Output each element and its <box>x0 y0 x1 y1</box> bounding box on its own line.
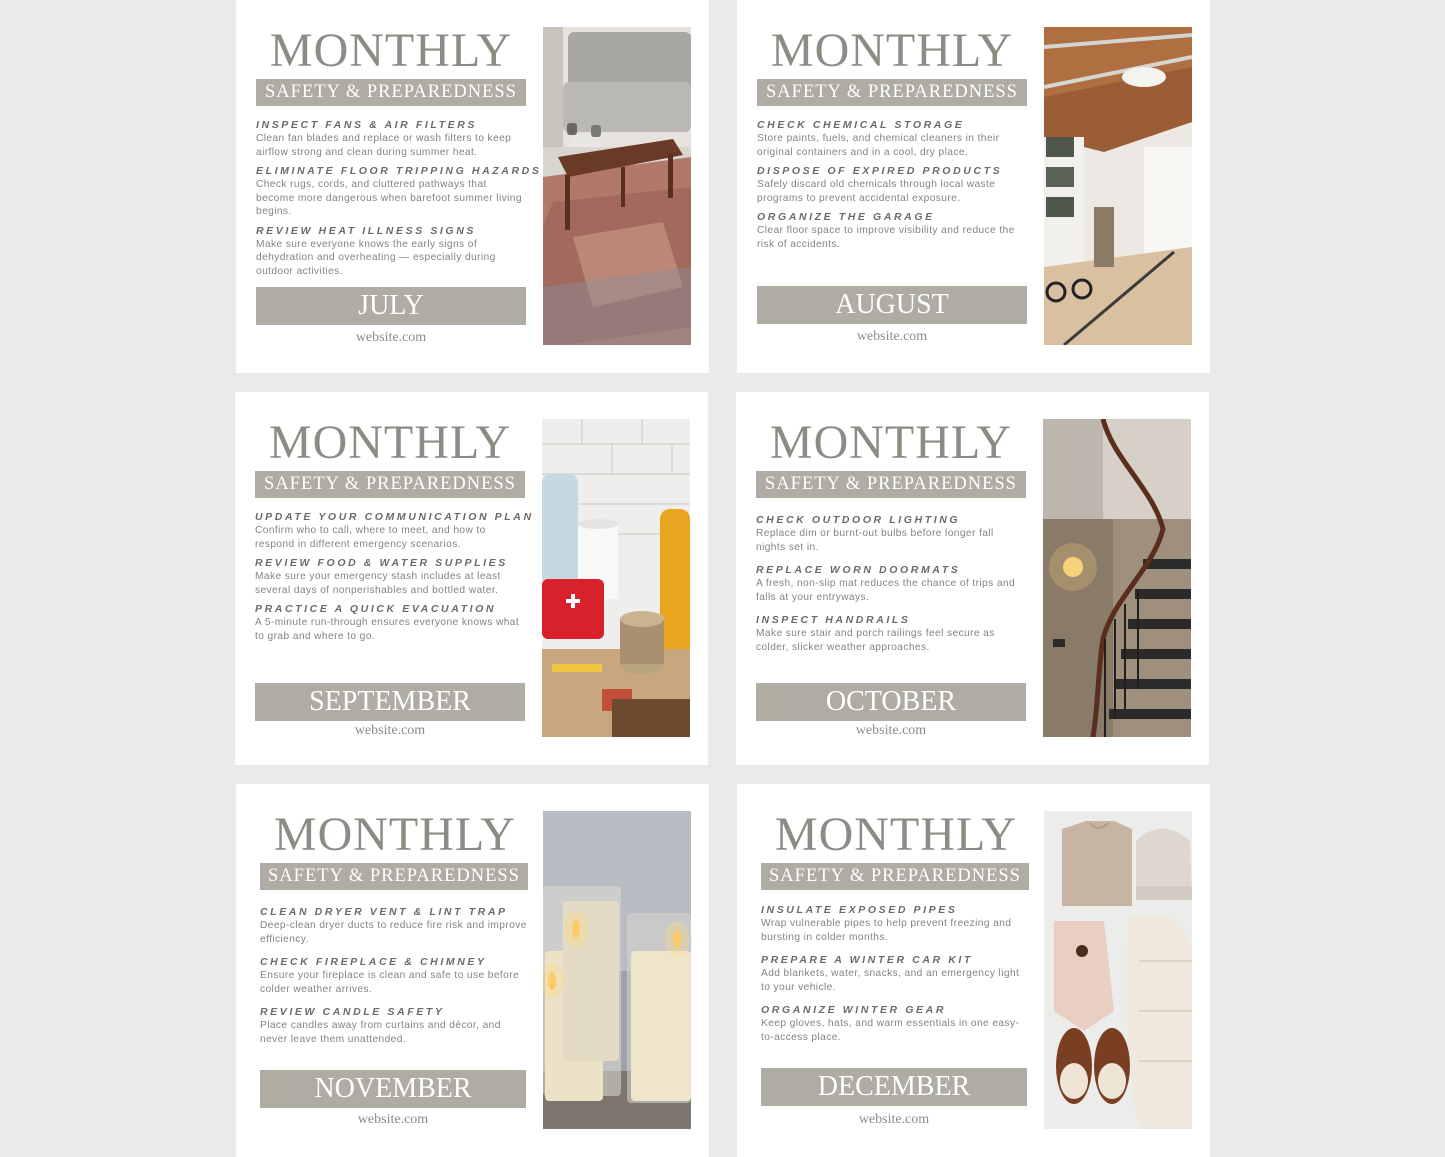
card-subtitle: SAFETY & PREPAREDNESS <box>761 863 1029 890</box>
card-august <box>737 0 1210 373</box>
website-link[interactable]: website.com <box>354 723 426 738</box>
tips-list <box>260 906 530 1046</box>
tip-title: INSPECT HANDRAILS <box>756 614 911 626</box>
card-title: MONTHLY <box>770 24 1014 77</box>
tip-title: REVIEW CANDLE SAFETY <box>260 1006 445 1018</box>
card-title: MONTHLY <box>774 808 1018 861</box>
tip-body: Check rugs, cords, and cluttered pathways that become more dangerous when barefoot summer living begins. <box>256 179 522 217</box>
tip-title: PRACTICE A QUICK EVACUATION <box>255 603 497 615</box>
website-link[interactable]: website.com <box>355 330 427 345</box>
tip-body: Safely discard old chemicals through local waste programs to prevent accidental exposure. <box>757 179 996 204</box>
month-label: AUGUST <box>757 286 1027 324</box>
garage-photo <box>1044 27 1192 345</box>
card-subtitle: SAFETY & PREPAREDNESS <box>256 79 526 106</box>
card-subtitle: SAFETY & PREPAREDNESS <box>260 863 528 890</box>
month-label: NOVEMBER <box>260 1070 526 1108</box>
tip-title: ORGANIZE WINTER GEAR <box>761 1004 946 1016</box>
living-room-rug-photo <box>543 27 691 345</box>
tip-title: REVIEW FOOD & WATER SUPPLIES <box>255 557 508 569</box>
tip-title: CLEAN DRYER VENT & LINT TRAP <box>260 906 508 918</box>
tip-title: INSPECT FANS & AIR FILTERS <box>256 119 478 131</box>
tip-body: Add blankets, water, snacks, and an emergency light to your vehicle. <box>761 968 1020 993</box>
tip-title: CHECK OUTDOOR LIGHTING <box>756 514 961 526</box>
tip-body: Clear floor space to improve visibility and reduce the risk of accidents. <box>757 225 1015 250</box>
tip-body: Clean fan blades and replace or wash filters to keep airflow strong and clean during summer heat. <box>256 133 512 158</box>
website-link[interactable]: website.com <box>858 1112 930 1127</box>
tip-body: Place candles away from curtains and décor, and never leave them unattended. <box>260 1020 501 1045</box>
tips-list <box>757 119 1027 251</box>
card-september <box>235 392 708 765</box>
card-title: MONTHLY <box>269 24 513 77</box>
tip-title: ORGANIZE THE GARAGE <box>757 211 935 223</box>
card-title: MONTHLY <box>769 416 1013 469</box>
card-subtitle: SAFETY & PREPAREDNESS <box>757 79 1027 106</box>
tip-body: Wrap vulnerable pipes to help prevent freezing and bursting in colder months. <box>761 918 1012 943</box>
website-link[interactable]: website.com <box>856 329 928 344</box>
tip-body: Deep-clean dryer ducts to reduce fire risk and improve efficiency. <box>260 920 527 945</box>
card-subtitle: SAFETY & PREPAREDNESS <box>756 471 1026 498</box>
tip-title: ELIMINATE FLOOR TRIPPING HAZARDS <box>256 165 542 177</box>
tip-title: DISPOSE OF EXPIRED PRODUCTS <box>757 165 1003 177</box>
tip-body: Make sure stair and porch railings feel secure as colder, slicker weather approaches. <box>756 628 995 653</box>
tip-title: INSULATE EXPOSED PIPES <box>761 904 958 916</box>
card-november <box>236 784 709 1157</box>
winter-gear-photo <box>1044 811 1192 1129</box>
tip-body: Ensure your fireplace is clean and safe to use before colder weather arrives. <box>260 970 520 995</box>
card-july <box>236 0 709 373</box>
tip-title: UPDATE YOUR COMMUNICATION PLAN <box>255 511 534 523</box>
website-link[interactable]: website.com <box>357 1112 429 1127</box>
card-title: MONTHLY <box>273 808 517 861</box>
tip-body: Confirm who to call, where to meet, and how to respond in different emergency scenarios. <box>255 525 486 550</box>
month-label: SEPTEMBER <box>255 683 525 721</box>
tip-body: Keep gloves, hats, and warm essentials in one easy-to-access place. <box>761 1018 1020 1043</box>
tip-title: REPLACE WORN DOORMATS <box>756 564 961 576</box>
tip-title: PREPARE A WINTER CAR KIT <box>761 954 973 966</box>
tip-body: A fresh, non-slip mat reduces the chance of trips and falls at your entryways. <box>756 578 1016 603</box>
tip-title: CHECK CHEMICAL STORAGE <box>757 119 965 131</box>
tip-body: Make sure everyone knows the early signs of dehydration and overheating — especially during outdoor activities. <box>256 238 496 277</box>
tip-body: A 5-minute run-through ensures everyone knows what to grab and where to go. <box>255 617 520 642</box>
month-label: DECEMBER <box>761 1068 1027 1106</box>
tips-list <box>255 511 534 643</box>
tip-body: Make sure your emergency stash includes at least several days of nonperishables and bottled water. <box>255 571 501 596</box>
card-title: MONTHLY <box>268 416 512 469</box>
tips-list <box>256 119 542 278</box>
tip-body: Replace dim or burnt-out bulbs before longer fall nights set in. <box>756 528 994 553</box>
month-label: OCTOBER <box>756 683 1026 721</box>
card-october <box>736 392 1209 765</box>
tip-title: REVIEW HEAT ILLNESS SIGNS <box>256 224 476 237</box>
tips-list <box>761 904 1031 1044</box>
card-december <box>737 784 1210 1157</box>
card-subtitle: SAFETY & PREPAREDNESS <box>255 471 525 498</box>
tip-title: CHECK FIREPLACE & CHIMNEY <box>260 956 487 968</box>
month-label: JULY <box>256 287 526 325</box>
staircase-photo <box>1043 419 1191 737</box>
tip-body: Store paints, fuels, and chemical cleaners in their original containers and in a cool, dry place. <box>757 133 1000 158</box>
website-link[interactable]: website.com <box>855 723 927 738</box>
tips-list <box>756 514 1026 654</box>
emergency-kit-photo <box>542 419 690 737</box>
candles-photo <box>543 811 691 1129</box>
